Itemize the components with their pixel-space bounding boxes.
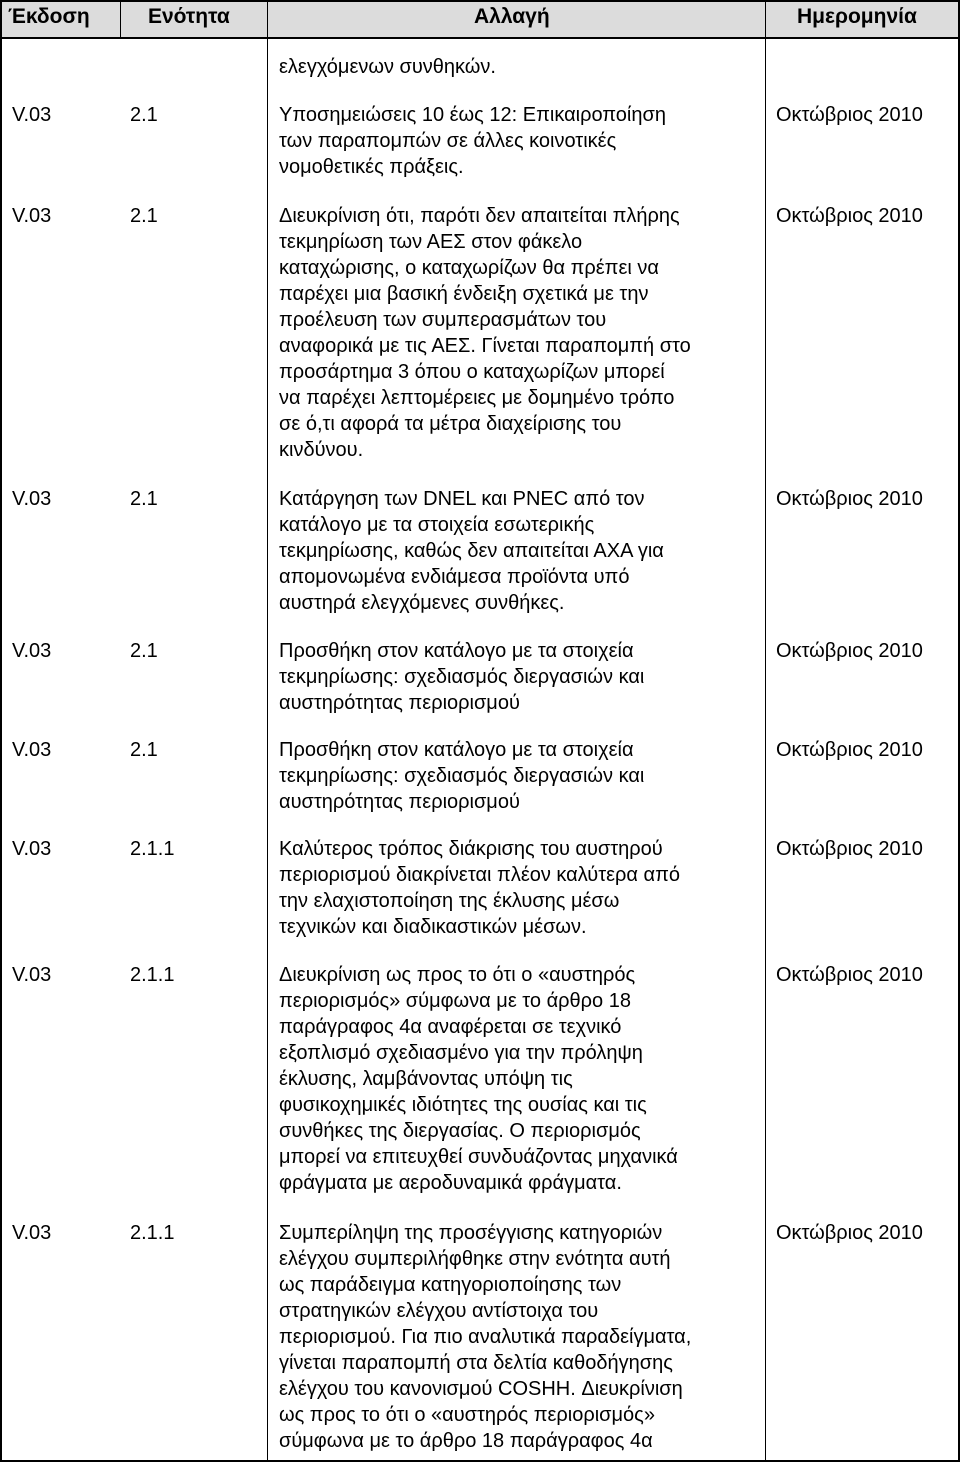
- change-line: των παραπομπών σε άλλες κοινοτικές: [279, 130, 617, 152]
- change-line: ελέγχου συμπεριλήφθηκε στην ενότητα αυτή: [279, 1248, 671, 1270]
- change-line: καταχώρισης, ο καταχωρίζων θα πρέπει να: [279, 257, 659, 279]
- row-6-version: V.03: [12, 838, 52, 860]
- change-line: τεκμηρίωσης: σχεδιασμός διεργασιών και: [279, 765, 645, 787]
- change-line: ελέγχου του κανονισμού COSHH. Διευκρίνιση: [279, 1378, 683, 1400]
- row-8-change: [279, 1220, 691, 1454]
- change-line: παρέχει μια βασική ένδειξη σχετικά με την: [279, 283, 649, 305]
- change-line: να παρέχει λεπτομέρειες με δομημένο τρόπο: [279, 387, 675, 409]
- table-border-left: [0, 0, 2, 1462]
- row-8-version: V.03: [12, 1222, 52, 1244]
- change-line: τεκμηρίωσης, καθώς δεν απαιτείται ΑΧΑ για: [279, 540, 664, 562]
- row-2-section: 2.1: [130, 205, 158, 227]
- change-line: ως παράδειγμα κατηγοριοποίησης των: [279, 1274, 622, 1296]
- change-line: Κατάργηση των DNEL και PNEC από τον: [279, 488, 645, 510]
- change-line: Διευκρίνιση ότι, παρότι δεν απαιτείται πλήρης: [279, 205, 680, 227]
- row-1-date: Οκτώβριος 2010: [776, 104, 923, 126]
- row-1-version: V.03: [12, 104, 52, 126]
- row-2-change: [279, 203, 691, 463]
- column-divider-change-date: [765, 0, 766, 1462]
- change-line: προσάρτημα 3 όπου ο καταχωρίζων μπορεί: [279, 361, 665, 383]
- change-line: αυστηρά ελεγχόμενες συνθήκες.: [279, 592, 565, 614]
- change-line: εξοπλισμό σχεδιασμένο για την πρόληψη: [279, 1042, 643, 1064]
- row-4-version: V.03: [12, 640, 52, 662]
- row-5-date: Οκτώβριος 2010: [776, 739, 923, 761]
- change-line: τεκμηρίωσης: σχεδιασμός διεργασιών και: [279, 666, 645, 688]
- change-line: συνθήκες της διεργασίας. Ο περιορισμός: [279, 1120, 641, 1142]
- change-line: φράγματα με αεροδυναμικά φράγματα.: [279, 1172, 622, 1194]
- change-line: απομονωμένα ενδιάμεσα προϊόντα υπό: [279, 566, 630, 588]
- change-line: έκλυσης, λαμβάνοντας υπόψη τις: [279, 1068, 573, 1090]
- change-line: στρατηγικών ελέγχου αντίστοιχα του: [279, 1300, 599, 1322]
- header-date: Ημερομηνία: [797, 5, 917, 28]
- row-5-section: 2.1: [130, 739, 158, 761]
- change-line: Συμπερίληψη της προσέγγισης κατηγοριών: [279, 1222, 663, 1244]
- change-line: ελεγχόμενων συνθηκών.: [279, 56, 496, 78]
- row-0-change: [279, 54, 496, 80]
- change-line: περιορισμού διακρίνεται πλέον καλύτερα από: [279, 864, 680, 886]
- row-1-section: 2.1: [130, 104, 158, 126]
- change-line: αναφορικά με τις ΑΕΣ. Γίνεται παραπομπή στο: [279, 335, 691, 357]
- row-3-version: V.03: [12, 488, 52, 510]
- row-6-date: Οκτώβριος 2010: [776, 838, 923, 860]
- change-line: περιορισμού. Για πιο αναλυτικά παραδείγματα,: [279, 1326, 692, 1348]
- row-4-change: [279, 638, 644, 716]
- row-5-change: [279, 737, 644, 815]
- change-line: την ελαχιστοποίηση της έκλυσης μέσω: [279, 890, 620, 912]
- change-line: τεκμηρίωση των ΑΕΣ στον φάκελο: [279, 231, 583, 253]
- change-line: Καλύτερος τρόπος διάκρισης του αυστηρού: [279, 838, 663, 860]
- change-line: προέλευση των συμπερασμάτων του: [279, 309, 607, 331]
- change-line: Διευκρίνιση ως προς το ότι ο «αυστηρός: [279, 964, 636, 986]
- row-6-change: [279, 836, 680, 940]
- change-line: Προσθήκη στον κατάλογο με τα στοιχεία: [279, 739, 634, 761]
- row-1-change: [279, 102, 666, 180]
- change-line: αυστηρότητας περιορισμού: [279, 692, 520, 714]
- header-section: Ενότητα: [148, 5, 230, 28]
- row-2-version: V.03: [12, 205, 52, 227]
- header-change: Αλλαγή: [474, 5, 550, 28]
- row-3-change: [279, 486, 664, 616]
- row-7-version: V.03: [12, 964, 52, 986]
- change-line: μπορεί να επιτευχθεί συνδυάζοντας μηχανικά: [279, 1146, 678, 1168]
- table-border-top: [0, 0, 960, 2]
- change-line: γίνεται παραπομπή στα δελτία καθοδήγησης: [279, 1352, 673, 1374]
- row-7-change: [279, 962, 678, 1196]
- row-7-date: Οκτώβριος 2010: [776, 964, 923, 986]
- change-line: κατάλογο με τα στοιχεία εσωτερικής: [279, 514, 595, 536]
- change-line: αυστηρότητας περιορισμού: [279, 791, 520, 813]
- change-line: νομοθετικές πράξεις.: [279, 156, 464, 178]
- change-line: σύμφωνα με το άρθρο 18 παράγραφος 4α: [279, 1430, 653, 1452]
- row-4-date: Οκτώβριος 2010: [776, 640, 923, 662]
- header-version: Έκδοση: [8, 5, 90, 28]
- change-line: φυσικοχημικές ιδιότητες της ουσίας και τις: [279, 1094, 647, 1116]
- change-line: σε ό,τι αφορά τα μέτρα διαχείρισης του: [279, 413, 622, 435]
- change-line: τεχνικών και διαδικαστικών μέσων.: [279, 916, 587, 938]
- row-8-date: Οκτώβριος 2010: [776, 1222, 923, 1244]
- row-6-section: 2.1.1: [130, 838, 175, 860]
- change-line: Υποσημειώσεις 10 έως 12: Επικαιροποίηση: [279, 104, 666, 126]
- change-line: Προσθήκη στον κατάλογο με τα στοιχεία: [279, 640, 634, 662]
- column-divider-version-section: [120, 0, 121, 38]
- change-line: παράγραφος 4α αναφέρεται σε τεχνικό: [279, 1016, 622, 1038]
- row-3-date: Οκτώβριος 2010: [776, 488, 923, 510]
- row-5-version: V.03: [12, 739, 52, 761]
- change-line: ως προς το ότι ο «αυστηρός περιορισμός»: [279, 1404, 655, 1426]
- row-3-section: 2.1: [130, 488, 158, 510]
- row-4-section: 2.1: [130, 640, 158, 662]
- change-line: περιορισμός» σύμφωνα με το άρθρο 18: [279, 990, 631, 1012]
- table-header-divider: [0, 37, 960, 39]
- column-divider-section-change: [267, 0, 268, 1462]
- row-2-date: Οκτώβριος 2010: [776, 205, 923, 227]
- row-8-section: 2.1.1: [130, 1222, 175, 1244]
- change-line: κινδύνου.: [279, 439, 364, 461]
- row-7-section: 2.1.1: [130, 964, 175, 986]
